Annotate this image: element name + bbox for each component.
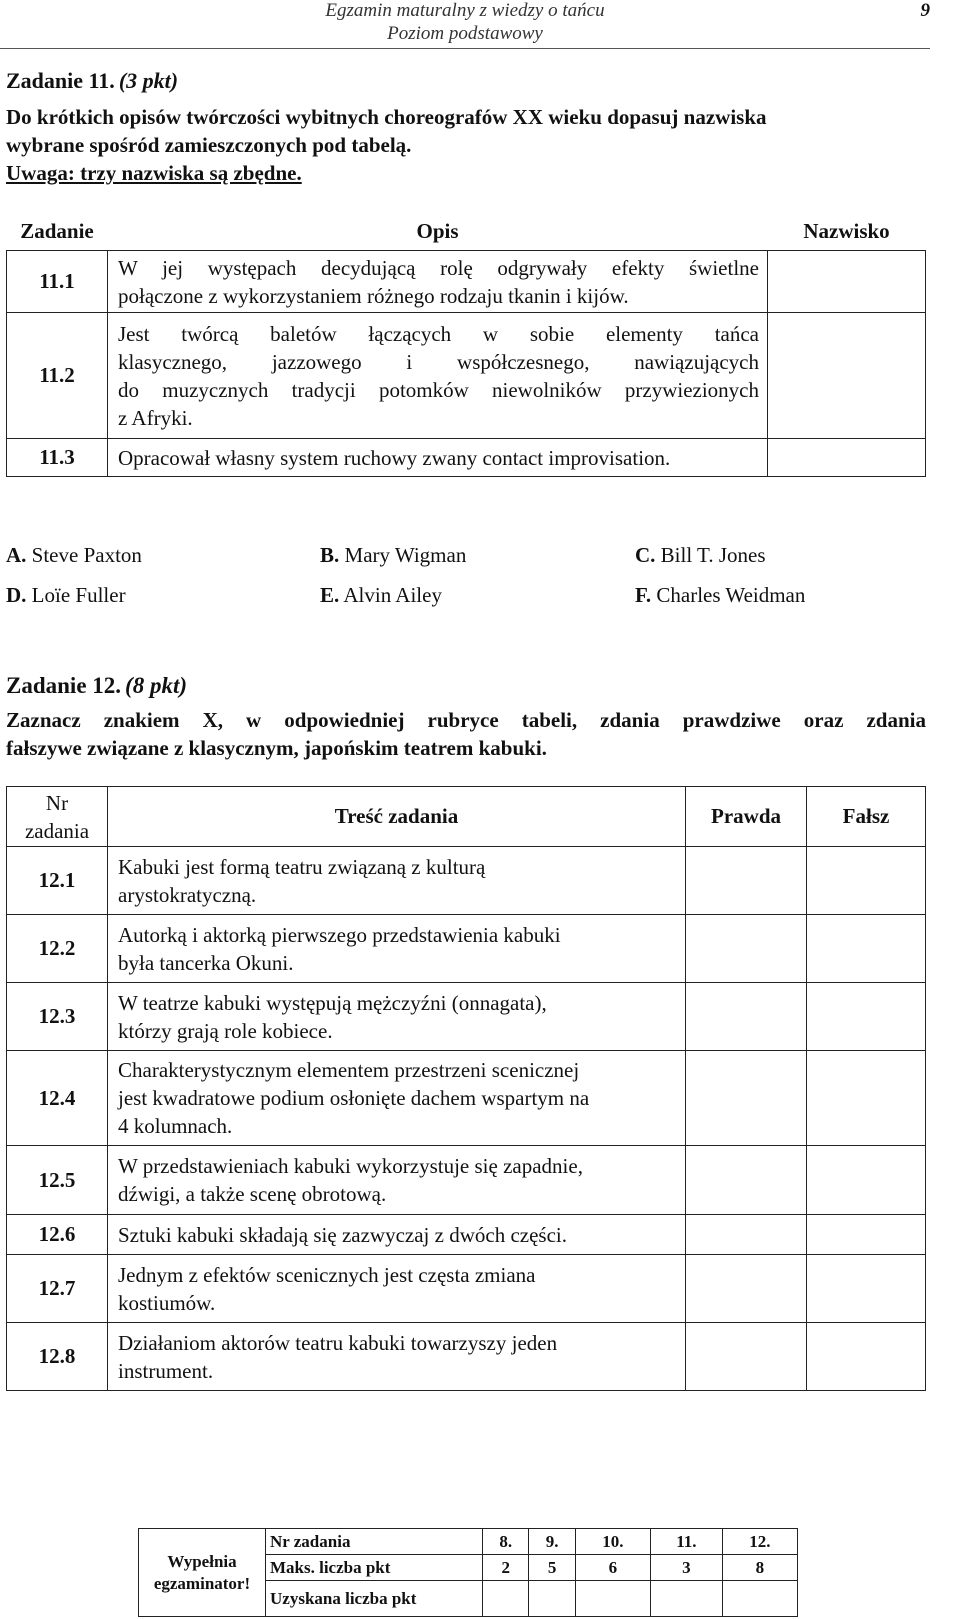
desc-line: była tancerka Okuni. [118,950,294,975]
prawda-cell[interactable] [686,1146,807,1215]
obtained-points-cell[interactable] [650,1581,722,1617]
col-tresc: Treść zadania [108,787,686,847]
col-nazwisko: Nazwisko [803,219,890,243]
falsz-cell[interactable] [807,1323,926,1391]
desc-line: 4 kolumnach. [118,1114,233,1138]
task11-points: (3 pkt) [118,68,179,93]
desc-line: Autorką i aktorką pierwszego przedstawienia kabuki [118,922,561,947]
desc-line: kostiumów. [118,1290,216,1315]
obtained-points-cell[interactable] [483,1581,529,1617]
desc-line: W jej występach decydującą rolę odgrywały efekty świetlne [118,255,759,280]
row-number: 12.3 [7,983,108,1051]
falsz-cell[interactable] [807,1255,926,1323]
row-description [108,1323,686,1391]
row-number: 12.5 [7,1146,108,1215]
option-c: C. Bill T. Jones [635,543,766,567]
score-row-label: Uzyskana liczba pkt [266,1581,483,1617]
task11-heading [6,68,178,94]
max-points-cell: 8 [722,1555,797,1581]
task11-table [6,213,926,477]
col-prawda: Prawda [686,787,807,847]
row-description [108,439,768,477]
task11-title: Zadanie 11. [6,68,115,93]
col-zadanie: Zadanie [20,219,94,243]
desc-line: Jest twórcą baletów łączących w sobie elementy tańca [118,321,759,346]
task11-header-row [7,213,926,251]
answer-cell-11-1[interactable] [768,251,926,313]
task12-row [7,1146,926,1215]
prawda-cell[interactable] [686,847,807,915]
task12-header-row [7,787,926,847]
desc-line: Opracował własny system ruchowy zwany contact improvisation. [118,445,671,470]
col-nr-line2: zadania [24,818,90,843]
row-number: 12.8 [7,1323,108,1391]
task11-row [7,251,926,313]
task12-instruction-line1: Zaznacz znakiem X, w odpowiedniej rubryce tabeli, zdania prawdziwe oraz zdania [6,708,926,732]
col-nr-zadania [7,787,108,847]
option-f: F. Charles Weidman [635,583,806,607]
falsz-cell[interactable] [807,1146,926,1215]
option-b: B. Mary Wigman [320,543,467,567]
row-number: 12.4 [7,1051,108,1146]
col-nr-line1: Nr [45,790,69,815]
task-number-cell: 11. [650,1529,722,1555]
task-number-cell: 12. [722,1529,797,1555]
desc-line: Kabuki jest formą teatru związaną z kulturą [118,854,486,879]
task-number-cell: 9. [529,1529,575,1555]
row-number: 12.2 [7,915,108,983]
task12-instruction [6,706,926,762]
score-box [138,1528,798,1617]
falsz-cell[interactable] [807,915,926,983]
prawda-cell[interactable] [686,1215,807,1255]
row-description [108,847,686,915]
falsz-cell[interactable] [807,847,926,915]
desc-line: połączone z wykorzystaniem różnego rodzaju tkanin i kijów. [118,283,629,308]
row-number: 12.6 [7,1215,108,1255]
task12-row [7,1323,926,1391]
desc-line: instrument. [118,1358,214,1383]
desc-line: do muzycznych tradycji potomków niewolników przywiezionych [118,377,759,402]
row-number: 12.7 [7,1255,108,1323]
row-description [108,313,768,439]
row-description [108,1255,686,1323]
desc-line: dźwigi, a także scenę obrotową. [118,1182,387,1206]
task12-title: Zadanie 12. [6,673,122,698]
desc-line: arystokratyczną. [118,882,257,907]
task12-table [6,786,926,1391]
col-falsz: Fałsz [807,787,926,847]
max-points-cell: 2 [483,1555,529,1581]
task-number-cell: 8. [483,1529,529,1555]
row-description [108,983,686,1051]
prawda-cell[interactable] [686,915,807,983]
option-d: D. Loïe Fuller [6,583,126,607]
row-number: 11.3 [7,439,108,477]
row-number: 12.1 [7,847,108,915]
row-description [108,1146,686,1215]
task12-row [7,915,926,983]
obtained-points-cell[interactable] [529,1581,575,1617]
task11-note: Uwaga: trzy nazwiska są zbędne. [6,161,302,185]
row-number: 11.2 [7,313,108,439]
score-row-label: Nr zadania [266,1529,483,1555]
exam-title: Egzamin maturalny z wiedzy o tańcu [325,0,605,21]
obtained-points-cell[interactable] [575,1581,650,1617]
option-e: E. Alvin Ailey [320,583,442,607]
col-opis: Opis [416,219,459,243]
task12-points: (8 pkt) [125,673,187,698]
prawda-cell[interactable] [686,1323,807,1391]
answer-cell-11-2[interactable] [768,313,926,439]
exam-level: Poziom podstawowy [387,23,543,44]
desc-line: Sztuki kabuki składają się zazwyczaj z dwóch części. [118,1222,567,1247]
prawda-cell[interactable] [686,1255,807,1323]
page-header [0,0,930,49]
prawda-cell[interactable] [686,983,807,1051]
task12-row [7,1215,926,1255]
max-points-cell: 6 [575,1555,650,1581]
max-points-cell: 5 [529,1555,575,1581]
row-description [108,1215,686,1255]
task11-row [7,439,926,477]
desc-line: z Afryki. [118,405,193,430]
desc-line: jest kwadratowe podium osłonięte dachem wspartym na [118,1086,590,1110]
task12-row [7,1255,926,1323]
falsz-cell[interactable] [807,1215,926,1255]
falsz-cell[interactable] [807,1051,926,1146]
prawda-cell[interactable] [686,1051,807,1146]
desc-line: którzy grają role kobiece. [118,1018,333,1043]
task12-heading [6,673,187,699]
row-description [108,251,768,313]
examiner-note [139,1529,266,1617]
row-description [108,1051,686,1146]
page-number: 9 [920,0,930,21]
answer-cell-11-3[interactable] [768,439,926,477]
examiner-note-line2: egzaminator! [153,1573,251,1593]
desc-line: W przedstawieniach kabuki wykorzystuje się zapadnie, [118,1154,583,1178]
task11-instruction-line1: Do krótkich opisów twórczości wybitnych choreografów XX wieku dopasuj nazwiska [6,105,767,129]
row-description [108,915,686,983]
desc-line: klasycznego, jazzowego i współczesnego, nawiązujących [118,349,759,374]
task12-row [7,847,926,915]
option-a: A. Steve Paxton [6,543,142,567]
task11-instruction [6,103,926,187]
task11-instruction-line2: wybrane spośród zamieszczonych pod tabelą. [6,133,412,157]
row-number: 11.1 [7,251,108,313]
examiner-note-line1: Wypełnia [167,1551,237,1571]
task-number-cell: 10. [575,1529,650,1555]
task12-instruction-line2: fałszywe związane z klasycznym, japońskim teatrem kabuki. [6,736,547,760]
task12-row [7,1051,926,1146]
desc-line: Działaniom aktorów teatru kabuki towarzyszy jeden [118,1330,558,1355]
task12-row [7,983,926,1051]
task11-row [7,313,926,439]
score-row-label: Maks. liczba pkt [266,1555,483,1581]
desc-line: W teatrze kabuki występują mężczyźni (onnagata), [118,990,547,1015]
desc-line: Charakterystycznym elementem przestrzeni scenicznej [118,1058,580,1082]
max-points-cell: 3 [650,1555,722,1581]
desc-line: Jednym z efektów scenicznych jest częsta zmiana [118,1262,536,1287]
falsz-cell[interactable] [807,983,926,1051]
obtained-points-cell[interactable] [722,1581,797,1617]
